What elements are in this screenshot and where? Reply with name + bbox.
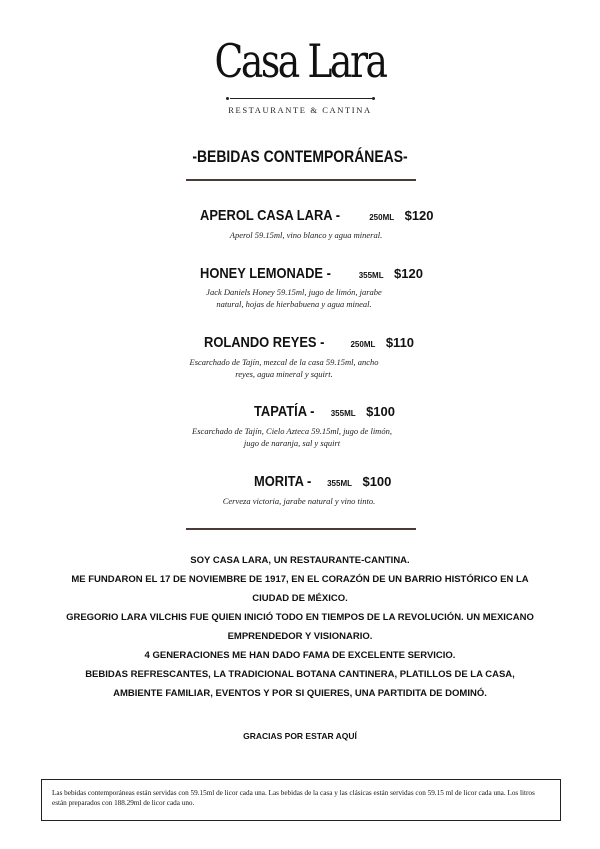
restaurant-story [60, 551, 540, 703]
thanks-message: GRACIAS POR ESTAR AQUÍ [243, 731, 357, 741]
drink-name: TAPATÍA - [254, 403, 315, 420]
logo-ornament-right [372, 97, 375, 100]
drink-item-morita [254, 473, 391, 491]
logo-divider-top [230, 98, 372, 99]
drink-item-aperol [200, 207, 434, 225]
story-paragraph: BEBIDAS REFRESCANTES, LA TRADICIONAL BOTANA CANTINERA, PLATILLOS DE LA CASA, AMBIENTE FAMILIAR, EVENTOS Y POR SI QUIERES, UNA PARTIDITA DE DOMINÓ. [85, 669, 515, 699]
drink-price: $100 [366, 404, 395, 419]
story-paragraph: SOY CASA LARA, UN RESTAURANTE-CANTINA. [190, 555, 410, 566]
drink-price: $120 [394, 266, 423, 281]
section-rule-bottom [186, 528, 416, 530]
logo-ornament-left [226, 97, 229, 100]
drink-description: Escarchado de Tajín, Cielo Azteca 59.15ml, jugo de limón, jugo de naranja, sal y squirt [192, 426, 392, 448]
drink-item-rolando-reyes [204, 334, 414, 352]
drink-volume: 250ML [369, 213, 395, 222]
story-paragraph: ME FUNDARON EL 17 DE NOVIEMBRE DE 1917, EN EL CORAZÓN DE UN BARRIO HISTÓRICO EN LA CIUDAD DE MÉXICO. [71, 574, 529, 604]
drink-description: Aperol 59.15ml, vino blanco y agua mineral. [229, 230, 383, 240]
drink-item-tapatia [254, 403, 395, 421]
logo-subtitle: RESTAURANTE & CANTINA [228, 105, 372, 115]
pour-size-note: Las bebidas contemporáneas están servidas con 59.15ml de licor cada una. Las bebidas de la casa y las clásicas están servidas con 59.15 ml de licor cada una. Los litros están preparados con 188.29ml de licor cada uno. [41, 779, 561, 821]
drink-description: Escarchado de Tajín, mezcal de la casa 59.15ml, ancho reyes, agua mineral y squirt. [189, 357, 379, 379]
story-paragraph: GREGORIO LARA VILCHIS FUE QUIEN INICIÓ TODO EN TIEMPOS DE LA REVOLUCIÓN. UN MEXICANO EMPRENDEDOR Y VISIONARIO. [66, 612, 534, 642]
drink-volume: 250ML [350, 340, 376, 349]
drink-price: $110 [385, 335, 415, 350]
drink-volume: 355ML [330, 409, 356, 418]
drink-volume: 355ML [358, 271, 384, 280]
drink-name: MORITA - [254, 473, 312, 490]
logo-wordmark: Casa Lara [214, 34, 386, 88]
drink-price: $120 [404, 208, 434, 223]
story-paragraph: 4 GENERACIONES ME HAN DADO FAMA DE EXCELENTE SERVICIO. [144, 650, 456, 661]
drink-item-honey-lemonade [200, 265, 423, 283]
drink-name: ROLANDO REYES - [204, 334, 325, 351]
drink-name: APEROL CASA LARA - [200, 207, 340, 224]
drink-name: HONEY LEMONADE - [200, 265, 331, 282]
section-rule-top [186, 179, 416, 181]
drink-volume: 355ML [327, 479, 353, 488]
drink-price: $100 [362, 474, 392, 489]
drink-description: Cerveza victoria, jarabe natural y vino tinto. [222, 496, 376, 506]
section-title: -BEBIDAS CONTEMPORÁNEAS- [192, 147, 408, 166]
drink-description: Jack Daniels Honey 59.15ml, jugo de limón, jarabe natural, hojas de hierbabuena y agua mineal. [206, 287, 382, 309]
